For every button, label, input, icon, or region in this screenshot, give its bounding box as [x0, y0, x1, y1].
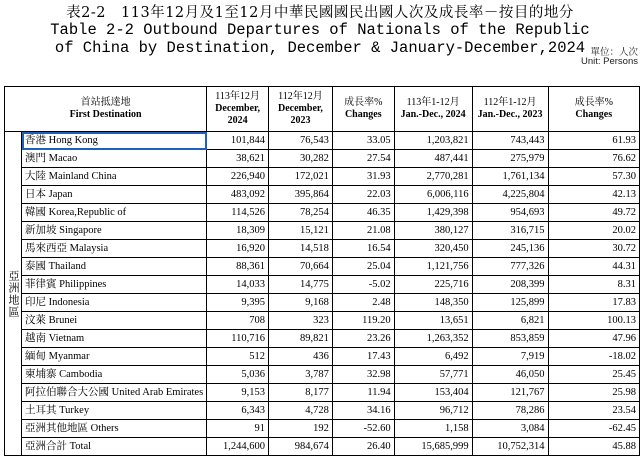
header-dest-en: First Destination — [69, 109, 142, 120]
value-cell-chg2: 47.96 — [548, 330, 639, 348]
destination-cell: 日本 Japan — [22, 186, 207, 204]
value-cell-chg2: -62.45 — [548, 420, 639, 438]
value-cell-dec2024: 16,920 — [207, 240, 269, 258]
value-cell-chg1: 33.05 — [332, 132, 394, 150]
value-cell-dec2024: 114,526 — [207, 204, 269, 222]
header-ytd-2024 — [394, 87, 472, 132]
header-ytd-2023-en: Jan.-Dec., 2023 — [477, 109, 543, 120]
value-cell-chg2: 57.30 — [548, 168, 639, 186]
value-cell-ytd2024: 6,006,116 — [394, 186, 472, 204]
value-cell-dec2024: 88,361 — [207, 258, 269, 276]
destination-cell: 柬埔寨 Cambodia — [22, 366, 207, 384]
value-cell-dec2024: 18,309 — [207, 222, 269, 240]
destination-cell: 緬甸 Myanmar — [22, 348, 207, 366]
value-cell-dec2024: 483,092 — [207, 186, 269, 204]
value-cell-ytd2023: 125,899 — [472, 294, 548, 312]
value-cell-dec2023: 76,543 — [269, 132, 333, 150]
value-cell-ytd2024: 148,350 — [394, 294, 472, 312]
table-row — [5, 168, 640, 186]
header-first-destination — [5, 87, 207, 132]
value-cell-ytd2023: 4,225,804 — [472, 186, 548, 204]
value-cell-ytd2023: 743,443 — [472, 132, 548, 150]
value-cell-dec2023: 436 — [269, 348, 333, 366]
value-cell-ytd2023: 46,050 — [472, 366, 548, 384]
value-cell-chg2: 17.83 — [548, 294, 639, 312]
value-cell-ytd2023: 777,326 — [472, 258, 548, 276]
table-row — [5, 258, 640, 276]
value-cell-chg2: 23.54 — [548, 402, 639, 420]
value-cell-chg1: 2.48 — [332, 294, 394, 312]
table-row — [5, 438, 640, 456]
value-cell-chg2: 30.72 — [548, 240, 639, 258]
table-row — [5, 204, 640, 222]
header-row — [5, 87, 640, 132]
value-cell-ytd2024: 57,771 — [394, 366, 472, 384]
header-dec-2023-en: December, — [278, 103, 323, 114]
table-title-chinese: 表2-2 113年12月及1至12月中華民國國民出國人次及成長率－按目的地分 — [66, 5, 574, 21]
value-cell-dec2023: 8,177 — [269, 384, 333, 402]
value-cell-ytd2024: 6,492 — [394, 348, 472, 366]
value-cell-ytd2024: 1,263,352 — [394, 330, 472, 348]
value-cell-chg1: 11.94 — [332, 384, 394, 402]
region-label-asia: 亞洲地區 — [5, 132, 22, 456]
value-cell-dec2024: 110,716 — [207, 330, 269, 348]
value-cell-dec2024: 226,940 — [207, 168, 269, 186]
value-cell-dec2023: 30,282 — [269, 150, 333, 168]
value-cell-chg2: 45.88 — [548, 438, 639, 456]
value-cell-ytd2024: 2,770,281 — [394, 168, 472, 186]
header-dest-zh: 首站抵達地 — [80, 97, 131, 108]
value-cell-ytd2023: 954,693 — [472, 204, 548, 222]
destination-cell: 馬來西亞 Malaysia — [22, 240, 207, 258]
value-cell-chg2: 76.62 — [548, 150, 639, 168]
destination-cell: 印尼 Indonesia — [22, 294, 207, 312]
value-cell-chg1: 26.40 — [332, 438, 394, 456]
value-cell-dec2023: 172,021 — [269, 168, 333, 186]
header-dec-2024-en: December, — [215, 103, 261, 114]
destination-cell: 亞洲合計 Total — [22, 438, 207, 456]
header-dec-2024-year: 2024 — [227, 115, 248, 126]
value-cell-dec2023: 15,121 — [269, 222, 333, 240]
value-cell-ytd2023: 7,919 — [472, 348, 548, 366]
value-cell-dec2024: 9,395 — [207, 294, 269, 312]
table-row — [5, 312, 640, 330]
header-dec-2024 — [207, 87, 269, 132]
header-dec-2023-year: 2023 — [290, 115, 311, 126]
table-row — [5, 276, 640, 294]
value-cell-chg1: 25.04 — [332, 258, 394, 276]
value-cell-chg1: 46.35 — [332, 204, 394, 222]
destination-cell: 越南 Vietnam — [22, 330, 207, 348]
value-cell-chg1: 21.08 — [332, 222, 394, 240]
value-cell-dec2024: 9,153 — [207, 384, 269, 402]
value-cell-chg2: 100.13 — [548, 312, 639, 330]
unit-label-chinese: 單位：人次 — [590, 47, 638, 58]
value-cell-chg2: 20.02 — [548, 222, 639, 240]
value-cell-ytd2023: 316,715 — [472, 222, 548, 240]
destination-cell: 新加坡 Singapore — [22, 222, 207, 240]
header-changes-dec-zh: 成長率% — [344, 97, 383, 108]
value-cell-chg1: -5.02 — [332, 276, 394, 294]
header-changes-dec-en: Changes — [344, 109, 382, 120]
table-row — [5, 186, 640, 204]
value-cell-chg1: 16.54 — [332, 240, 394, 258]
value-cell-dec2023: 323 — [269, 312, 333, 330]
value-cell-chg1: 27.54 — [332, 150, 394, 168]
destination-cell: 韓國 Korea,Republic of — [22, 204, 207, 222]
value-cell-chg2: 49.72 — [548, 204, 639, 222]
value-cell-ytd2024: 487,441 — [394, 150, 472, 168]
value-cell-chg1: 32.98 — [332, 366, 394, 384]
value-cell-dec2023: 395,864 — [269, 186, 333, 204]
value-cell-chg1: 34.16 — [332, 402, 394, 420]
value-cell-dec2023: 14,518 — [269, 240, 333, 258]
value-cell-dec2024: 5,036 — [207, 366, 269, 384]
value-cell-ytd2024: 1,429,398 — [394, 204, 472, 222]
value-cell-chg1: 31.93 — [332, 168, 394, 186]
value-cell-dec2023: 89,821 — [269, 330, 333, 348]
value-cell-ytd2024: 15,685,999 — [394, 438, 472, 456]
value-cell-dec2024: 101,844 — [207, 132, 269, 150]
value-cell-chg2: 25.45 — [548, 366, 639, 384]
value-cell-chg1: 17.43 — [332, 348, 394, 366]
value-cell-dec2023: 14,775 — [269, 276, 333, 294]
value-cell-ytd2023: 121,767 — [472, 384, 548, 402]
header-ytd-2023-zh: 112年1-12月 — [483, 97, 537, 108]
value-cell-ytd2024: 225,716 — [394, 276, 472, 294]
value-cell-ytd2023: 1,761,134 — [472, 168, 548, 186]
destination-cell[interactable]: 香港 Hong Kong — [22, 132, 207, 150]
value-cell-dec2024: 6,343 — [207, 402, 269, 420]
header-dec-2024-zh: 113年12月 — [215, 91, 260, 102]
value-cell-ytd2023: 6,821 — [472, 312, 548, 330]
value-cell-dec2023: 3,787 — [269, 366, 333, 384]
destination-cell: 汶萊 Brunei — [22, 312, 207, 330]
value-cell-dec2024: 91 — [207, 420, 269, 438]
table-row — [5, 384, 640, 402]
value-cell-chg1: 119.20 — [332, 312, 394, 330]
table-row — [5, 420, 640, 438]
value-cell-dec2023: 984,674 — [269, 438, 333, 456]
destination-cell: 菲律賓 Philippines — [22, 276, 207, 294]
value-cell-ytd2024: 96,712 — [394, 402, 472, 420]
table-row — [5, 330, 640, 348]
value-cell-dec2024: 512 — [207, 348, 269, 366]
header-dec-2023-zh: 112年12月 — [278, 91, 323, 102]
value-cell-ytd2024: 153,404 — [394, 384, 472, 402]
value-cell-ytd2024: 320,450 — [394, 240, 472, 258]
header-dec-2023 — [269, 87, 333, 132]
header-changes-dec — [332, 87, 394, 132]
table-row — [5, 222, 640, 240]
table-row — [5, 132, 640, 150]
value-cell-ytd2024: 1,158 — [394, 420, 472, 438]
destination-cell: 土耳其 Turkey — [22, 402, 207, 420]
value-cell-chg2: 61.93 — [548, 132, 639, 150]
table-row — [5, 366, 640, 384]
value-cell-ytd2023: 3,084 — [472, 420, 548, 438]
value-cell-dec2024: 38,621 — [207, 150, 269, 168]
header-ytd-2024-zh: 113年1-12月 — [406, 97, 460, 108]
value-cell-dec2023: 192 — [269, 420, 333, 438]
table-row — [5, 294, 640, 312]
destination-cell: 泰國 Thailand — [22, 258, 207, 276]
table-row — [5, 240, 640, 258]
value-cell-ytd2023: 78,286 — [472, 402, 548, 420]
destination-cell: 亞洲其他地區 Others — [22, 420, 207, 438]
value-cell-chg2: 25.98 — [548, 384, 639, 402]
value-cell-ytd2024: 380,127 — [394, 222, 472, 240]
value-cell-ytd2023: 10,752,314 — [472, 438, 548, 456]
value-cell-chg2: 44.31 — [548, 258, 639, 276]
value-cell-dec2023: 70,664 — [269, 258, 333, 276]
header-changes-ytd — [548, 87, 639, 132]
value-cell-dec2024: 14,033 — [207, 276, 269, 294]
value-cell-chg2: 8.31 — [548, 276, 639, 294]
header-ytd-2024-en: Jan.-Dec., 2024 — [400, 109, 466, 120]
value-cell-ytd2024: 1,203,821 — [394, 132, 472, 150]
table-row — [5, 348, 640, 366]
table-title-english-line2: of China by Destination, December & January-December,2024 — [54, 39, 586, 57]
header-changes-ytd-zh: 成長率% — [574, 97, 613, 108]
value-cell-ytd2024: 13,651 — [394, 312, 472, 330]
value-cell-chg1: 22.03 — [332, 186, 394, 204]
destination-cell: 阿拉伯聯合大公國 United Arab Emirates — [22, 384, 207, 402]
value-cell-ytd2023: 245,136 — [472, 240, 548, 258]
value-cell-dec2023: 4,728 — [269, 402, 333, 420]
table-row — [5, 150, 640, 168]
value-cell-ytd2024: 1,121,756 — [394, 258, 472, 276]
value-cell-dec2023: 9,168 — [269, 294, 333, 312]
destination-cell: 大陸 Mainland China — [22, 168, 207, 186]
destination-cell: 澳門 Macao — [22, 150, 207, 168]
unit-label-english: Unit: Persons — [580, 56, 638, 67]
table-title-english-line1: Table 2-2 Outbound Departures of Nationals of the Republic — [50, 21, 590, 39]
table-row — [5, 402, 640, 420]
value-cell-chg2: 42.13 — [548, 186, 639, 204]
outbound-departures-table — [4, 86, 640, 456]
header-changes-ytd-en: Changes — [575, 109, 613, 120]
value-cell-ytd2023: 275,979 — [472, 150, 548, 168]
value-cell-chg1: -52.60 — [332, 420, 394, 438]
header-ytd-2023 — [472, 87, 548, 132]
value-cell-ytd2023: 208,399 — [472, 276, 548, 294]
value-cell-dec2023: 78,254 — [269, 204, 333, 222]
value-cell-chg1: 23.26 — [332, 330, 394, 348]
value-cell-dec2024: 1,244,600 — [207, 438, 269, 456]
value-cell-ytd2023: 853,859 — [472, 330, 548, 348]
value-cell-chg2: -18.02 — [548, 348, 639, 366]
value-cell-dec2024: 708 — [207, 312, 269, 330]
